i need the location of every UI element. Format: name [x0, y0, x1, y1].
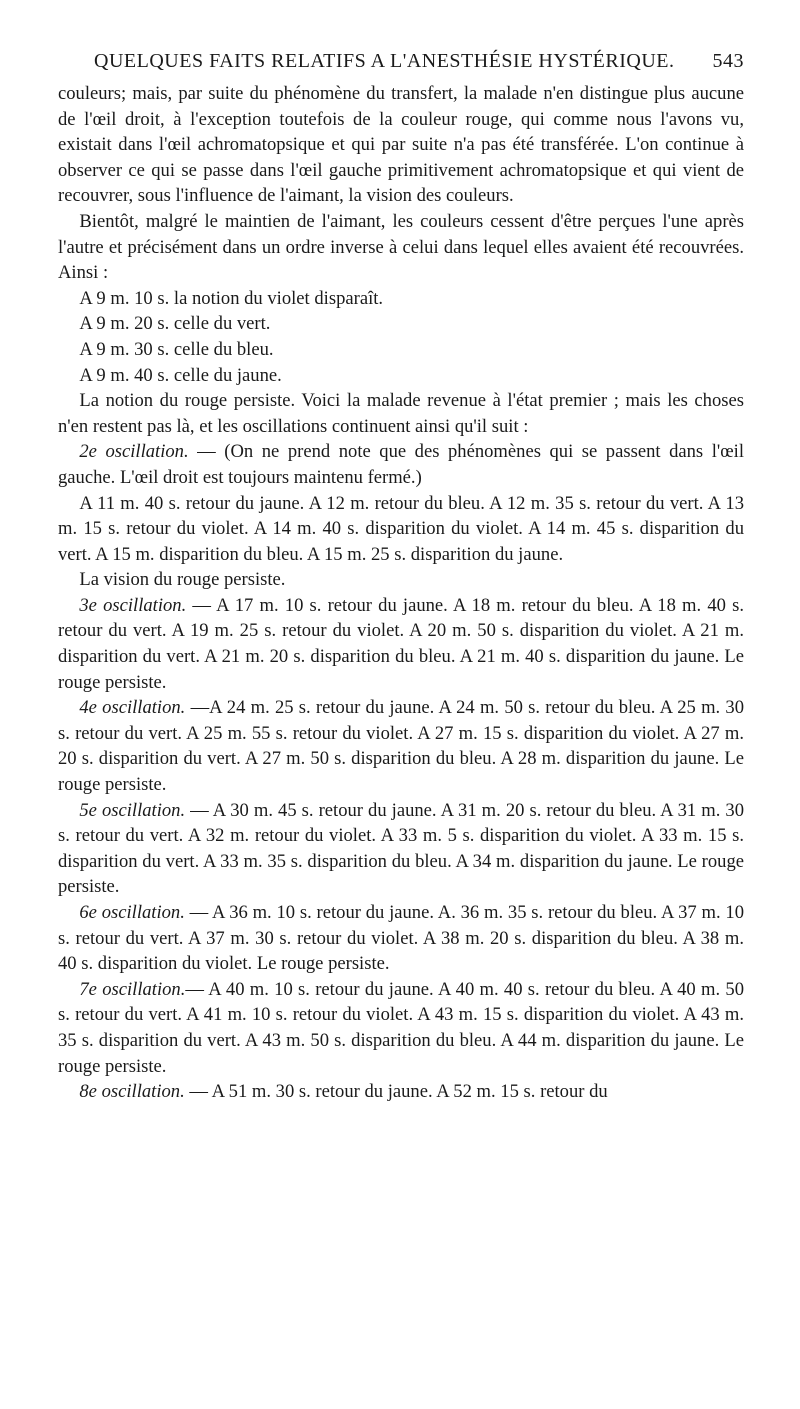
timing-text: A 9 m. 40 s. celle du jaune. — [79, 364, 282, 386]
oscillation-text: — A 17 m. 10 s. retour du jaune. A 18 m. retour du bleu. A 18 m. 40 s. retour du vert. A 19 m. 25 s. retour du violet. A 20 m. 50 s. disparition du violet. A 21 m. disparition du vert. A 21 m. 20 s. disparition du bleu. A 21 m. 40 s. disparition du jaune. Le rouge persiste. — [58, 594, 744, 693]
paragraph-text: couleurs; mais, par suite du phénomène du transfert, la malade n'en distingue plus aucune de l'œil droit, à l'exception toutefois de la couleur rouge, qui comme nous l'avons vu, existait dans l'œil achromatopsique et qui par suite n'a pas été transférée. L'on continue à observer ce qui se passe dans l'œil gauche primitivement achromatopsique et qui vient de recouvrer, sous l'influence de l'aimant, la vision des couleurs. — [58, 83, 744, 207]
timing-line — [58, 337, 744, 363]
oscillation-label: 5e oscillation. — [79, 799, 186, 821]
oscillation-label: 4e oscillation. — [79, 697, 186, 719]
timing-text: A 9 m. 10 s. la notion du violet disparaît. — [79, 287, 384, 309]
oscillation-label: 2e oscillation. — [79, 441, 189, 463]
paragraph-text: A 11 m. 40 s. retour du jaune. A 12 m. retour du bleu. A 12 m. 35 s. retour du vert. A 13 m. 15 s. retour du violet. A 14 m. 40 s. disparition du violet. A 14 m. 45 s. disparition du vert. A 15 m. disparition du bleu. A 15 m. 25 s. disparition du jaune. — [58, 492, 744, 565]
oscillation-label: 8e oscillation. — [79, 1081, 185, 1103]
timing-line — [58, 311, 744, 337]
oscillation-paragraph — [58, 798, 744, 900]
paragraph-text: La notion du rouge persiste. Voici la malade revenue à l'état premier ; mais les choses n'en restent pas là, et les oscillations continuent ainsi qu'il suit : — [58, 390, 744, 437]
paragraph — [58, 388, 744, 439]
oscillation-text: — A 30 m. 45 s. retour du jaune. A 31 m. 20 s. retour du bleu. A 31 m. 30 s. retour du vert. A 32 m. retour du violet. A 33 m. 5 s. disparition du violet. A 33 m. 15 s. disparition du vert. A 33 m. 35 s. disparition du bleu. A 34 m. disparition du jaune. Le rouge persiste. — [58, 799, 744, 898]
oscillation-text: — (On ne prend note que des phénomènes qui se passent dans l'œil gauche. L'œil droit est toujours maintenu fermé.) — [58, 441, 744, 488]
oscillation-text: —A 24 m. 25 s. retour du jaune. A 24 m. 50 s. retour du bleu. A 25 m. 30 s. retour du vert. A 25 m. 55 s. retour du violet. A 27 m. 15 s. disparition du violet. A 27 m. 20 s. disparition du vert. A 27 m. 50 s. disparition du bleu. A 28 m. disparition du jaune. Le rouge persiste. — [58, 697, 745, 796]
oscillation-paragraph — [58, 439, 744, 490]
running-title: QUELQUES FAITS RELATIFS A L'ANESTHÉSIE HYSTÉRIQUE. — [94, 50, 675, 72]
paragraph-text: Bientôt, malgré le maintien de l'aimant, les couleurs cessent d'être perçues l'une après l'autre et précisément dans un ordre inverse à celui dans lequel elles avaient été recouvrées. Ainsi : — [58, 210, 744, 284]
timing-line — [58, 286, 744, 312]
running-head — [68, 50, 744, 73]
paragraph-text: La vision du rouge persiste. — [79, 569, 286, 591]
paragraph — [58, 491, 744, 568]
oscillation-paragraph — [58, 593, 744, 695]
oscillation-text: — A 40 m. 10 s. retour du jaune. A 40 m. 40 s. retour du bleu. A 40 m. 50 s. retour du vert. A 41 m. 10 s. retour du violet. A 43 m. 15 s. disparition du violet. A 43 m. 35 s. disparition du vert. A 43 m. 50 s. disparition du bleu. A 44 m. disparition du jaune. Le rouge persiste. — [58, 978, 744, 1077]
paragraph — [58, 81, 744, 209]
timing-line — [58, 363, 744, 389]
oscillation-label: 3e oscillation. — [79, 594, 187, 616]
oscillation-label: 6e oscillation. — [79, 902, 185, 923]
oscillation-text: — A 51 m. 30 s. retour du jaune. A 52 m. 15 s. retour du — [184, 1081, 608, 1103]
paragraph — [58, 209, 744, 286]
timing-text: A 9 m. 20 s. celle du vert. — [79, 313, 271, 335]
timing-text: A 9 m. 30 s. celle du bleu. — [79, 338, 274, 360]
oscillation-paragraph — [58, 695, 744, 797]
oscillation-paragraph — [58, 900, 744, 977]
page-number: 543 — [712, 50, 744, 72]
body-text — [58, 81, 744, 1105]
oscillation-paragraph — [58, 977, 744, 1079]
oscillation-paragraph — [58, 1079, 744, 1105]
oscillation-label: 7e oscillation. — [79, 978, 186, 1000]
paragraph — [58, 567, 744, 593]
oscillation-text: — A 36 m. 10 s. retour du jaune. A. 36 m. 35 s. retour du bleu. A 37 m. 10 s. retour du vert. A 37 m. 30 s. retour du violet. A 38 m. 20 s. disparition du bleu. A 38 m. 40 s. disparition du violet. Le rouge persiste. — [58, 902, 744, 975]
